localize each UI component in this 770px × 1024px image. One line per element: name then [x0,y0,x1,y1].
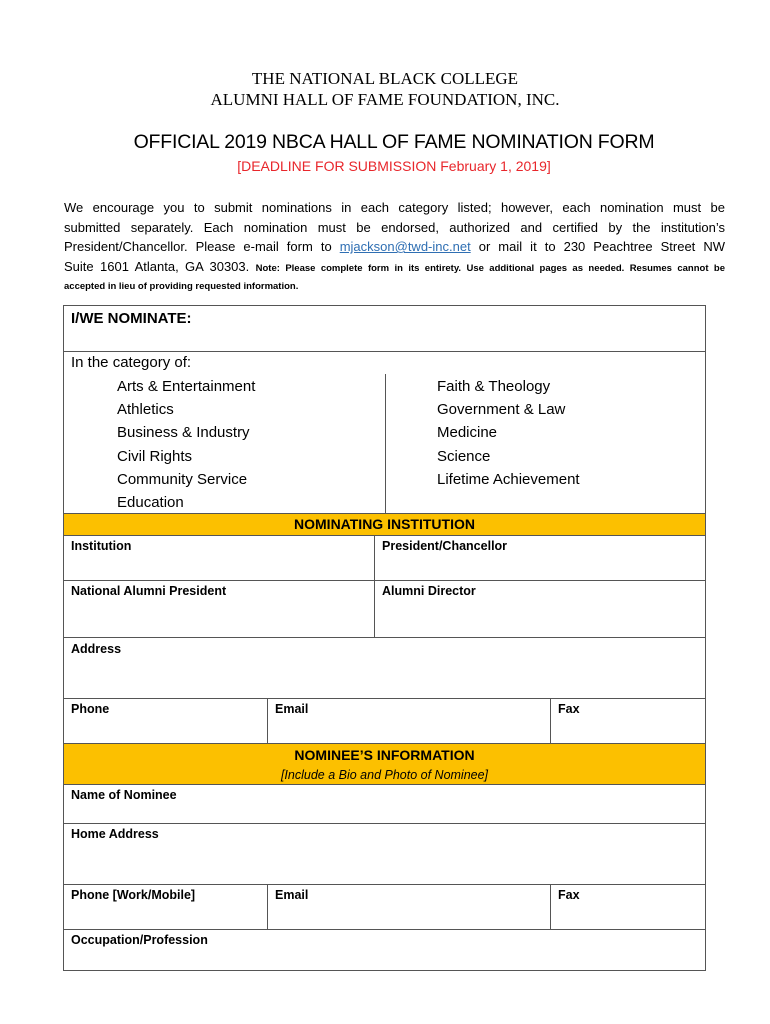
divider [64,580,705,581]
category-item[interactable]: Medicine [437,424,498,442]
divider [64,351,705,352]
nominee-section-subtitle: [Include a Bio and Photo of Nominee] [280,768,489,782]
nominee-name-label: Name of Nominee [71,788,177,802]
divider [64,784,705,785]
nominee-email-label: Email [275,888,309,902]
email-label: Email [275,702,309,716]
divider [550,884,551,929]
nominate-label: I/WE NOMINATE: [71,310,192,327]
nominee-phone-label: Phone [Work/Mobile] [71,888,196,902]
category-list-left[interactable] [117,375,255,514]
divider [64,823,705,824]
intro-line [64,257,725,279]
category-item[interactable]: Government & Law [437,401,566,419]
divider [267,884,268,929]
fax-label: Fax [558,702,580,716]
email-link[interactable]: mjackson@twd-inc.net [339,239,471,254]
category-item[interactable]: Science [437,447,491,465]
intro-line [64,237,725,257]
occupation-label: Occupation/Profession [71,933,208,947]
divider [64,884,705,885]
divider [64,637,705,638]
alumni-president-label: National Alumni President [71,584,227,598]
nomination-form [63,305,706,971]
divider [64,743,705,744]
institution-label: Institution [71,539,132,553]
home-address-label: Home Address [71,827,159,841]
nominee-section-title: NOMINEE’S INFORMATION [294,747,475,763]
intro-text: Suite 1601 Atlanta, GA 30303. [64,258,256,274]
category-item[interactable]: Lifetime Achievement [437,470,580,488]
org-name-line1: THE NATIONAL BLACK COLLEGE [251,69,519,88]
intro-line: We encourage you to submit nominations in each category listed; however, each nomination must be [64,200,725,215]
alumni-director-label: Alumni Director [382,584,476,598]
category-item[interactable]: Business & Industry [117,424,250,442]
category-label: In the category of: [71,354,192,371]
category-list-right[interactable] [437,375,580,491]
institution-section-title: NOMINATING INSTITUTION [294,516,475,532]
category-item[interactable]: Community Service [117,470,248,488]
deadline-notice: [DEADLINE FOR SUBMISSION February 1, 2019] [237,158,551,174]
category-item[interactable]: Faith & Theology [437,378,551,395]
divider [64,698,705,699]
divider [64,535,705,536]
intro-paragraph [64,198,725,293]
intro-line [64,278,725,293]
phone-label: Phone [71,702,110,716]
intro-text: or mail it to 230 Peachtree Street NW [470,239,725,254]
category-item[interactable]: Arts & Entertainment [117,378,256,395]
divider [374,535,375,637]
address-label: Address [71,642,122,656]
nominee-fax-label: Fax [558,888,580,902]
note-text: accepted in lieu of providing requested information. [64,281,299,292]
form-title: OFFICIAL 2019 NBCA HALL OF FAME NOMINATION FORM [133,131,655,153]
intro-line: submitted separately. Each nomination must be endorsed, authorized and certified by the institution’s [64,219,725,235]
category-item[interactable]: Civil Rights [117,447,193,465]
intro-text: President/Chancellor. Please e-mail form to [64,239,340,254]
divider [550,698,551,743]
divider [385,374,386,513]
org-name-line2: ALUMNI HALL OF FAME FOUNDATION, INC. [210,90,560,109]
president-label: President/Chancellor [382,539,508,553]
divider [64,929,705,930]
category-item[interactable]: Education [117,493,184,511]
category-item[interactable]: Athletics [117,401,174,419]
divider [64,513,705,514]
divider [267,698,268,743]
note-text: Note: Please complete form in its entirety. Use additional pages as needed. Resumes cannot be [255,262,725,274]
